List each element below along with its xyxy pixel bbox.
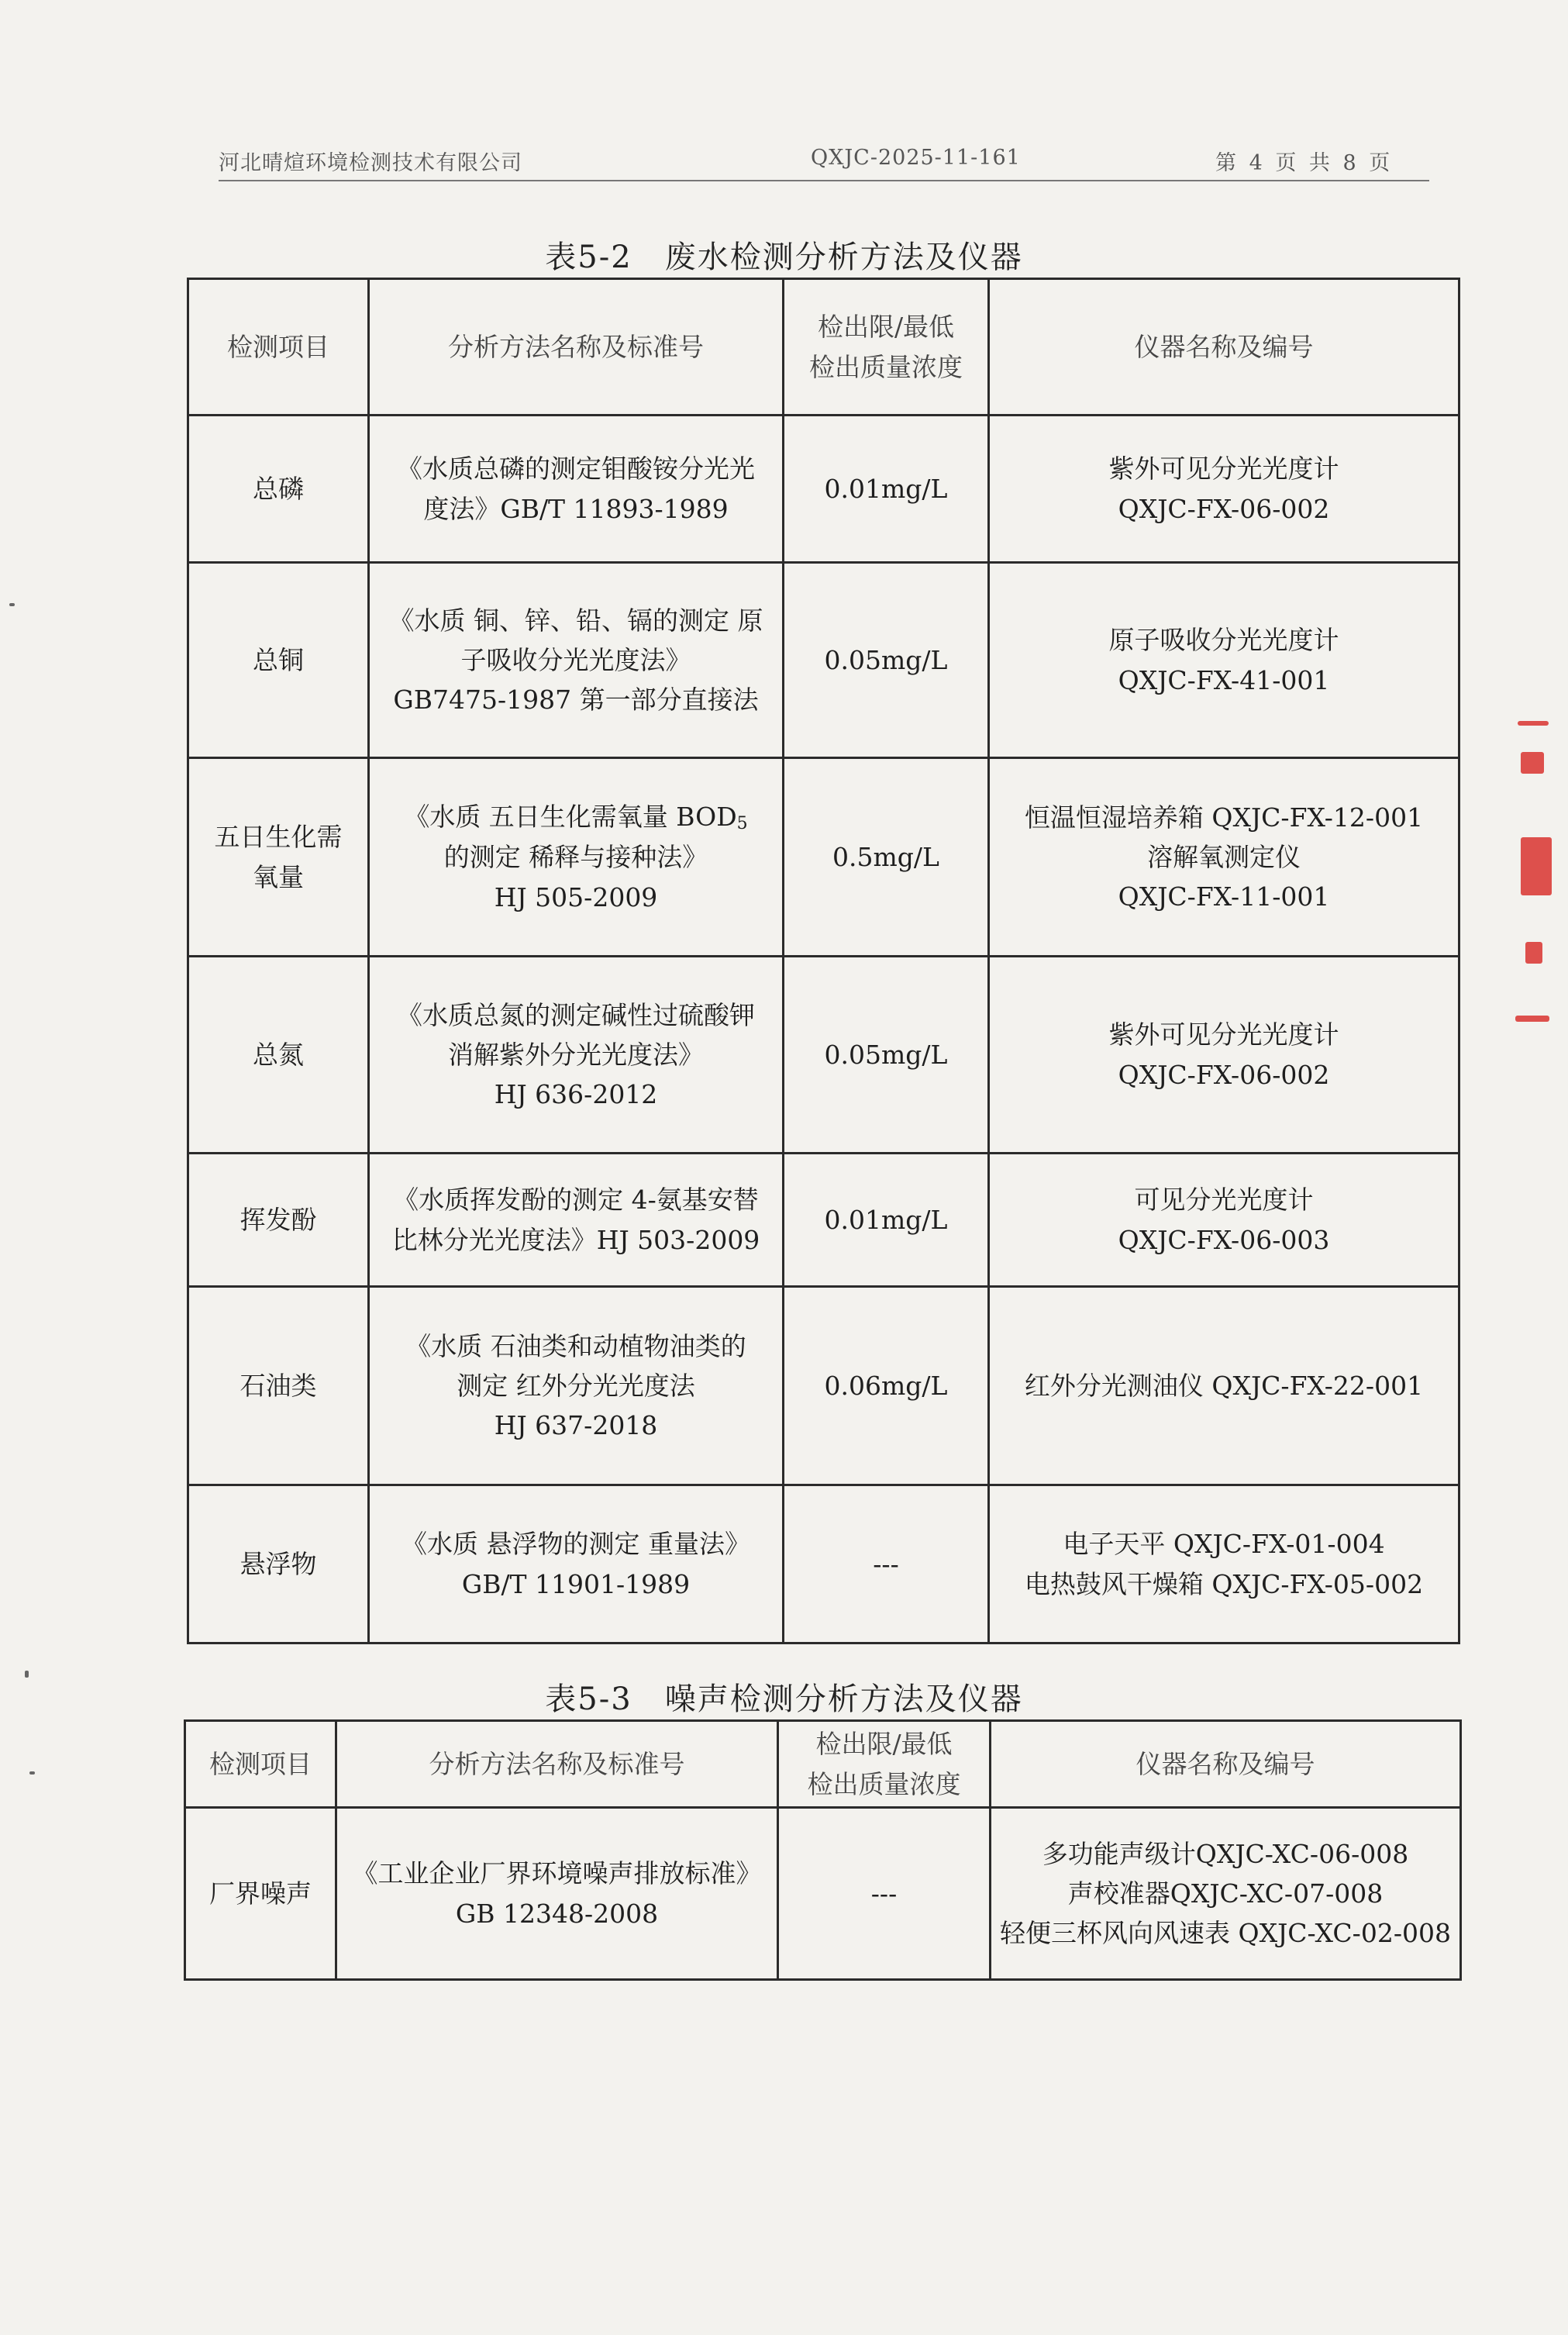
- item-cell: 总磷: [188, 416, 369, 563]
- table-5-2-caption: 表5-2 废水检测分析方法及仪器: [545, 240, 1023, 275]
- method-cell: 《水质挥发酚的测定 4-氨基安替 比林分光光度法》HJ 503-2009: [369, 1154, 784, 1287]
- header-report-number: QXJC-2025-11-161: [811, 146, 1021, 170]
- limit-cell: 0.05mg/L: [784, 563, 989, 758]
- method-cell: 《工业企业厂界环境噪声排放标准》 GB 12348-2008: [336, 1808, 778, 1980]
- header-method: 分析方法名称及标准号: [369, 279, 784, 416]
- method-cell: 《水质总氮的测定碱性过硫酸钾 消解紫外分光光度法》 HJ 636-2012: [369, 957, 784, 1154]
- limit-cell: 0.06mg/L: [784, 1287, 989, 1485]
- item-cell: 五日生化需 氧量: [188, 758, 369, 957]
- header-instrument: 仪器名称及编号: [991, 1721, 1461, 1808]
- table-header-row: [188, 279, 1459, 416]
- method-cell: 《水质 悬浮物的测定 重量法》 GB/T 11901-1989: [369, 1485, 784, 1643]
- table-row: [188, 1485, 1459, 1643]
- instrument-cell: 紫外可见分光光度计 QXJC-FX-06-002: [989, 957, 1459, 1154]
- instrument-cell: 多功能声级计QXJC-XC-06-008 声校准器QXJC-XC-07-008 轻便三杯风向风速表 QXJC-XC-02-008: [991, 1808, 1461, 1980]
- instrument-cell: 可见分光光度计 QXJC-FX-06-003: [989, 1154, 1459, 1287]
- instrument-cell: 原子吸收分光光度计 QXJC-FX-41-001: [989, 563, 1459, 758]
- item-cell: 总铜: [188, 563, 369, 758]
- table-row: [185, 1808, 1461, 1980]
- method-cell: 《水质 五日生化需氧量 BOD5 的测定 稀释与接种法》 HJ 505-2009: [369, 758, 784, 957]
- subscript-5: 5: [736, 814, 748, 834]
- table-row: [188, 416, 1459, 563]
- seal-fragment: [1521, 837, 1552, 895]
- binding-mark: [9, 603, 15, 606]
- instrument-cell: 恒温恒湿培养箱 QXJC-FX-12-001 溶解氧测定仪 QXJC-FX-11-001: [989, 758, 1459, 957]
- header-limit: 检出限/最低 检出质量浓度: [778, 1721, 991, 1808]
- table-5-3-caption: 表5-3 噪声检测分析方法及仪器: [545, 1681, 1023, 1717]
- wastewater-method-table: [187, 278, 1460, 1644]
- header-item: 检测项目: [188, 279, 369, 416]
- limit-cell: ---: [778, 1808, 991, 1980]
- noise-method-table: [184, 1719, 1462, 1981]
- header-limit: 检出限/最低 检出质量浓度: [784, 279, 989, 416]
- item-cell: 厂界噪声: [185, 1808, 336, 1980]
- seal-fragment: [1518, 721, 1549, 726]
- instrument-cell: 红外分光测油仪 QXJC-FX-22-001: [989, 1287, 1459, 1485]
- seal-fragment: [1515, 1016, 1549, 1022]
- item-cell: 总氮: [188, 957, 369, 1154]
- header-company: 河北晴煊环境检测技术有限公司: [219, 151, 522, 175]
- table-row: [188, 957, 1459, 1154]
- header-page-info: 第 4 页 共 8 页: [1215, 151, 1391, 175]
- method-cell: 《水质 石油类和动植物油类的 测定 红外分光光度法 HJ 637-2018: [369, 1287, 784, 1485]
- method-cell: 《水质总磷的测定钼酸铵分光光 度法》GB/T 11893-1989: [369, 416, 784, 563]
- header-rule: [219, 180, 1429, 181]
- table-row: [188, 563, 1459, 758]
- table-row: [188, 758, 1459, 957]
- header-method: 分析方法名称及标准号: [336, 1721, 778, 1808]
- method-cell: 《水质 铜、锌、铅、镉的测定 原 子吸收分光光度法》 GB7475-1987 第一部分直接法: [369, 563, 784, 758]
- limit-cell: 0.5mg/L: [784, 758, 989, 957]
- binding-mark: [25, 1671, 29, 1678]
- binding-mark: [29, 1771, 35, 1775]
- table-row: [188, 1154, 1459, 1287]
- seal-fragment: [1525, 942, 1542, 964]
- item-cell: 悬浮物: [188, 1485, 369, 1643]
- header-item: 检测项目: [185, 1721, 336, 1808]
- item-cell: 挥发酚: [188, 1154, 369, 1287]
- instrument-cell: 紫外可见分光光度计 QXJC-FX-06-002: [989, 416, 1459, 563]
- limit-cell: 0.05mg/L: [784, 957, 989, 1154]
- instrument-cell: 电子天平 QXJC-FX-01-004 电热鼓风干燥箱 QXJC-FX-05-002: [989, 1485, 1459, 1643]
- item-cell: 石油类: [188, 1287, 369, 1485]
- header-instrument: 仪器名称及编号: [989, 279, 1459, 416]
- seal-fragment: [1521, 752, 1544, 774]
- table-header-row: [185, 1721, 1461, 1808]
- limit-cell: 0.01mg/L: [784, 1154, 989, 1287]
- limit-cell: ---: [784, 1485, 989, 1643]
- table-row: [188, 1287, 1459, 1485]
- limit-cell: 0.01mg/L: [784, 416, 989, 563]
